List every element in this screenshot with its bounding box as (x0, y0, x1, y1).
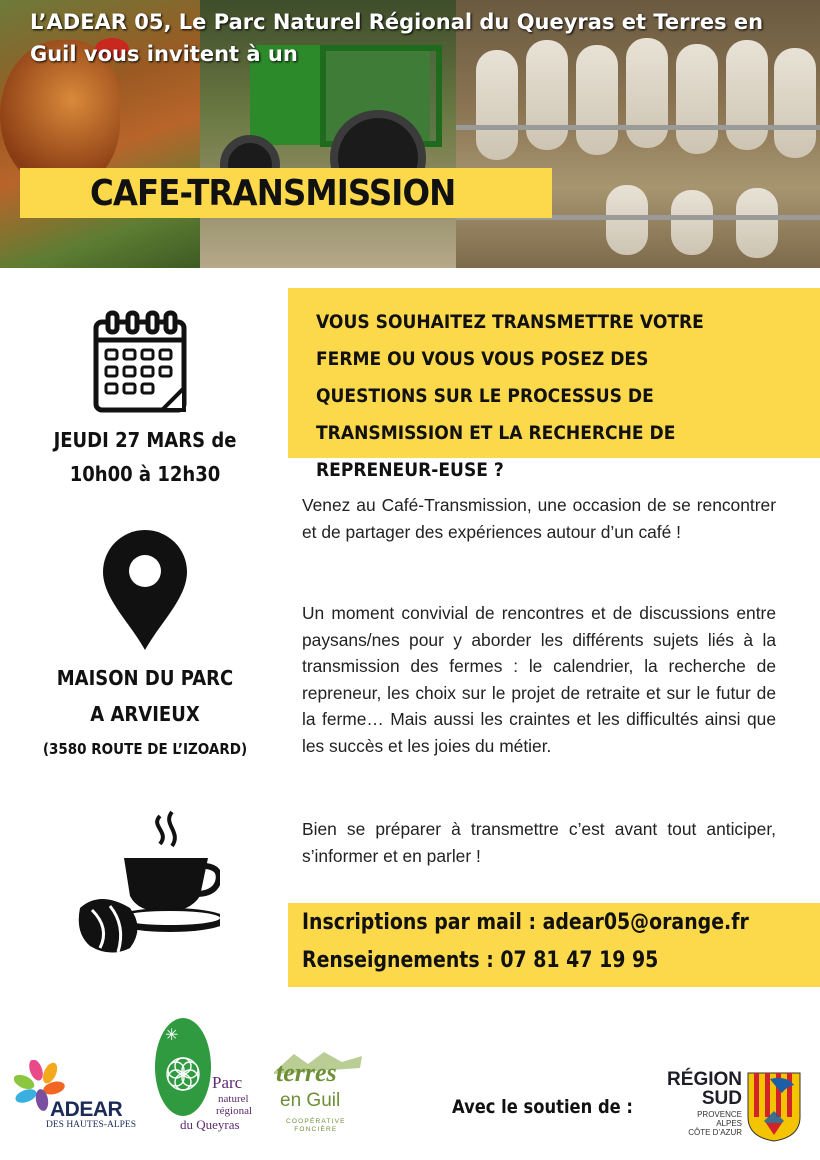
event-place: MAISON DU PARC (56, 666, 234, 690)
phone-contact[interactable]: Renseignements : 07 81 47 19 95 (302, 948, 659, 973)
region-sud-subtitle (684, 1110, 742, 1137)
region-sud-shield-icon (746, 1071, 802, 1143)
parc-line-1: Parc (212, 1073, 243, 1092)
intro-paragraph: Venez au Café-Transmission, une occasion de se rencontrer et de partager des expériences autour d’un café ! (302, 495, 776, 542)
calendar-icon (92, 310, 190, 415)
terres-logo-word: terres (276, 1058, 337, 1087)
page-title: CAFE-TRANSMISSION (90, 173, 456, 214)
event-time: 10h00 à 12h30 (69, 462, 221, 486)
terres-coop-line-2: FONCIÈRE (294, 1126, 338, 1133)
parc-queyras-name (180, 1073, 253, 1133)
region-line-1: RÉGION (667, 1069, 742, 1090)
adear-subtitle: DES HAUTES-ALPES (46, 1120, 136, 1130)
invitation-text: L’ADEAR 05, Le Parc Naturel Régional du Queyras et Terres en Guil vous invitent à un (30, 10, 764, 66)
svg-text:✳: ✳ (165, 1025, 179, 1044)
support-label: Avec le soutien de : (452, 1096, 633, 1118)
adear-name: ADEAR (50, 1098, 123, 1121)
region-sub-1: PROVENCE (697, 1110, 742, 1119)
parc-line-4: du Queyras (180, 1117, 240, 1132)
parc-line-2: naturel (218, 1093, 249, 1105)
terres-logo-coop (286, 1118, 346, 1134)
event-town: A ARVIEUX (90, 702, 200, 726)
region-sud-name (664, 1070, 742, 1108)
closing-paragraph: Bien se préparer à transmettre c’est avant tout anticiper, s’informer et en parler ! (302, 819, 776, 866)
region-sub-3: CÔTE D’AZUR (688, 1128, 742, 1137)
region-line-2: SUD (701, 1088, 742, 1109)
terres-logo-guil: en Guil (280, 1090, 341, 1111)
parc-line-3: régional (216, 1105, 253, 1117)
terres-coop-line-1: COOPÉRATIVE (286, 1118, 346, 1125)
parc-queyras-logo (155, 1018, 211, 1116)
question-heading: VOUS SOUHAITEZ TRANSMETTRE VOTRE FERME OU VOUS VOUS POSEZ DES QUESTIONS SUR LE PROCESSUS DE TRANSMISSION ET LA RECHERCHE DE REPRENEUR-EUSE ? (316, 311, 704, 481)
location-pin-icon (100, 528, 190, 653)
email-contact[interactable]: Inscriptions par mail : adear05@orange.fr (302, 910, 749, 935)
event-date: JEUDI 27 MARS de (53, 428, 237, 452)
description-paragraph: Un moment convivial de rencontres et de discussions entre paysans/nes pour y aborder les différents sujets liés à la transmission des fermes : le calendrier, la recherche de repreneur, les choix sur le projet de retraite et sur le futur de la ferme… Mais aussi les craintes et les difficultés ainsi que les succès et les joies du métier. (302, 603, 776, 756)
event-address: (3580 ROUTE DE L’IZOARD) (42, 740, 248, 758)
coffee-croissant-icon (70, 808, 220, 958)
region-sub-2: ALPES (716, 1119, 742, 1128)
